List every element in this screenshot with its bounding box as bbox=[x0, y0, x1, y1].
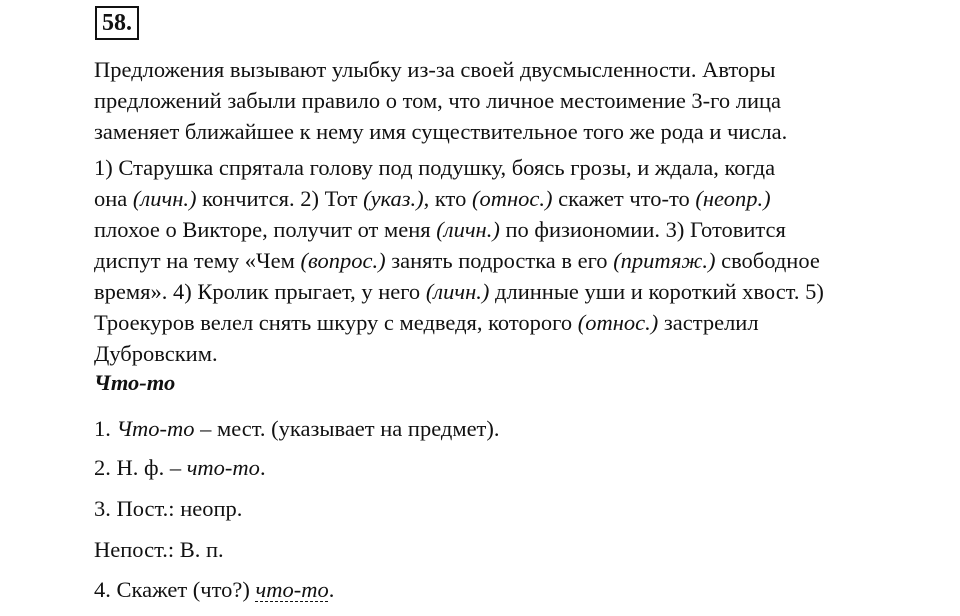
pronoun-tag: (вопрос.) bbox=[300, 248, 386, 273]
item-text: . bbox=[328, 577, 335, 602]
intro-line-3: заменяет ближайшее к нему имя существительное того же рода и числа. bbox=[94, 119, 788, 144]
text-fragment: скажет что-то bbox=[552, 186, 696, 211]
text-line-1: 1) Старушка спрятала голову под подушку, боясь грозы, и ждала, когда bbox=[94, 155, 776, 180]
item-word: что-то bbox=[186, 455, 260, 480]
pronoun-tag: (личн.) bbox=[436, 217, 500, 242]
item-word-underlined: что-то bbox=[255, 577, 329, 602]
pronoun-tag: (притяж.) bbox=[613, 248, 716, 273]
intro-paragraph bbox=[94, 54, 894, 147]
text-fragment: диспут на тему «Чем bbox=[94, 248, 301, 273]
text-fragment: плохое о Викторе, получит от меня bbox=[94, 217, 437, 242]
text-line-7: Дубровским. bbox=[94, 341, 218, 366]
item-text: 4. Скажет (что?) bbox=[94, 577, 256, 602]
item-text: 1. bbox=[94, 416, 117, 441]
analysis-item-5 bbox=[94, 577, 334, 603]
item-text: 2. Н. ф. – bbox=[94, 455, 187, 480]
text-fragment: занять подростка в его bbox=[385, 248, 614, 273]
pronoun-tag: (личн.) bbox=[132, 186, 197, 211]
text-fragment: кончится. 2) Тот bbox=[196, 186, 364, 211]
pronoun-tag: (относ.) bbox=[471, 186, 553, 211]
text-fragment: по физиономии. 3) Готовится bbox=[499, 217, 786, 242]
text-line-5 bbox=[94, 276, 894, 307]
pronoun-tag: (неопр.) bbox=[695, 186, 771, 211]
text-fragment: длинные уши и короткий хвост. 5) bbox=[489, 279, 824, 304]
exercise-number: 58. bbox=[95, 6, 139, 40]
sentences-paragraph bbox=[94, 152, 894, 369]
analysis-heading: Что-то bbox=[94, 370, 176, 395]
text-fragment: время». 4) Кролик прыгает, у него bbox=[94, 279, 426, 304]
text-fragment: она bbox=[94, 186, 133, 211]
text-line-3 bbox=[94, 214, 894, 245]
pronoun-tag: (относ.) bbox=[577, 310, 659, 335]
intro-line-1: Предложения вызывают улыбку из-за своей двусмысленности. Авторы bbox=[94, 57, 776, 82]
analysis-item-1 bbox=[94, 416, 500, 442]
item-text: – мест. (указывает на предмет). bbox=[194, 416, 500, 441]
text-fragment: свободное bbox=[715, 248, 820, 273]
text-fragment: застрелил bbox=[658, 310, 759, 335]
analysis-item-2 bbox=[94, 455, 266, 481]
pronoun-tag: (личн.) bbox=[425, 279, 490, 304]
text-fragment: , кто bbox=[423, 186, 472, 211]
text-line-4 bbox=[94, 245, 894, 276]
item-word: Что-то bbox=[116, 416, 195, 441]
item-text: . bbox=[259, 455, 266, 480]
text-line-2 bbox=[94, 183, 894, 214]
text-fragment: Троекуров велел снять шкуру с медведя, которого bbox=[94, 310, 578, 335]
pronoun-tag: (указ.) bbox=[363, 186, 424, 211]
analysis-item-4: Непост.: В. п. bbox=[94, 537, 224, 562]
analysis-item-3: 3. Пост.: неопр. bbox=[94, 496, 243, 521]
text-line-6 bbox=[94, 307, 894, 338]
intro-line-2: предложений забыли правило о том, что личное местоимение 3-го лица bbox=[94, 88, 782, 113]
